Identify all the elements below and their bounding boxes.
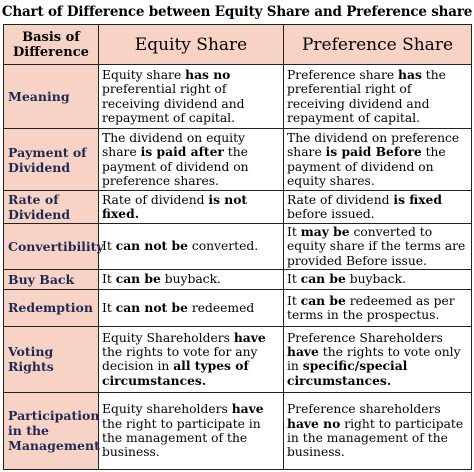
equity-cell: [99, 224, 284, 270]
emphasis-text: is not fixed.: [102, 191, 248, 221]
emphasis-text: can be: [300, 271, 346, 287]
cell-text: It: [102, 239, 116, 254]
emphasis-text: can be: [115, 271, 161, 287]
cell-text: Equity shareholders: [102, 402, 232, 417]
row-label: Redemption: [4, 289, 99, 326]
preference-cell: [284, 326, 472, 392]
equity-cell: [99, 269, 284, 289]
cell-text: before issued.: [287, 207, 375, 221]
cell-text: Equity Shareholders: [102, 330, 234, 345]
emphasis-text: can be: [300, 292, 346, 308]
table-row: [4, 65, 472, 129]
cell-text: The dividend on equity share: [102, 130, 245, 160]
header-basis: Basis of Difference: [4, 25, 99, 65]
preference-cell: [284, 269, 472, 289]
emphasis-text: have: [287, 344, 319, 360]
emphasis-text: is paid Before: [325, 144, 422, 160]
cell-text: right to participate in the management of the business.: [287, 416, 464, 460]
equity-cell: [99, 392, 284, 469]
row-label: Buy Back: [4, 269, 99, 289]
cell-text: Rate of dividend: [287, 192, 394, 207]
emphasis-text: all types of circumstances.: [102, 358, 249, 388]
equity-cell: [99, 191, 284, 224]
cell-text: the rights to vote for any decision in: [102, 345, 258, 374]
preference-cell: [284, 191, 472, 224]
equity-cell: [99, 129, 284, 191]
table-row: [4, 129, 472, 191]
cell-text: redeemed as per terms in the prospectus.: [287, 293, 455, 322]
equity-cell: [99, 289, 284, 326]
table-row: [4, 289, 472, 326]
emphasis-text: is paid after: [140, 144, 224, 160]
cell-text: the rights to vote only in: [287, 345, 461, 374]
cell-text: Rate of dividend: [102, 192, 209, 207]
row-label: Meaning: [4, 65, 99, 129]
table-row: [4, 269, 472, 289]
comparison-table: [3, 24, 472, 470]
cell-text: buyback.: [160, 272, 221, 287]
cell-text: Equity share: [102, 67, 186, 82]
emphasis-text: has no: [185, 66, 231, 82]
cell-text: the payment of dividend on equity shares.: [287, 145, 446, 188]
cell-text: converted.: [187, 239, 259, 254]
cell-text: It: [102, 300, 116, 315]
cell-text: The dividend on preference share: [287, 130, 460, 160]
cell-text: It: [102, 272, 116, 287]
emphasis-text: have: [231, 401, 264, 417]
cell-text: It: [287, 272, 301, 287]
table-row: [4, 191, 472, 224]
page-title: Chart of Difference between Equity Share and Preference share: [1, 4, 473, 20]
cell-text: redeemed: [187, 300, 255, 315]
cell-text: Preference Shareholders: [287, 330, 443, 345]
preference-cell: [284, 392, 472, 469]
preference-cell: [284, 129, 472, 191]
emphasis-text: has: [398, 66, 422, 82]
header-equity-share: Equity Share: [99, 25, 284, 65]
cell-text: the payment of dividend on preference shares.: [102, 145, 249, 188]
row-label: Rate of Dividend: [4, 191, 99, 224]
emphasis-text: have: [233, 329, 266, 345]
emphasis-text: can not be: [115, 299, 188, 315]
preference-cell: [284, 289, 472, 326]
emphasis-text: can not be: [115, 238, 188, 254]
preference-cell: [284, 224, 472, 270]
table-row: [4, 392, 472, 469]
equity-cell: [99, 65, 284, 129]
cell-text: Preference share: [287, 67, 399, 82]
table-row: [4, 224, 472, 270]
cell-text: converted to equity share if the terms are provided Before issue.: [287, 225, 466, 268]
preference-cell: [284, 65, 472, 129]
row-label: Voting Rights: [4, 326, 99, 392]
emphasis-text: may be: [300, 224, 350, 239]
cell-text: the right to participate in the management of the business.: [102, 416, 261, 460]
row-label: Convertibility: [4, 224, 99, 270]
cell-text: Preference shareholders: [287, 402, 441, 417]
table-body: [4, 65, 472, 470]
table-row: [4, 326, 472, 392]
cell-text: It: [287, 225, 301, 239]
table-header-row: [4, 25, 472, 65]
equity-cell: [99, 326, 284, 392]
emphasis-text: have no: [287, 415, 341, 431]
row-label: Participation in the Management: [4, 392, 99, 469]
cell-text: the preferential right of receiving dividend and repayment of capital.: [287, 67, 446, 125]
cell-text: It: [287, 293, 301, 308]
header-preference-share: Preference Share: [284, 25, 472, 65]
emphasis-text: specific/special circumstances.: [287, 358, 408, 388]
row-label: Payment of Dividend: [4, 129, 99, 191]
emphasis-text: is fixed: [393, 191, 442, 207]
cell-text: buyback.: [345, 272, 406, 287]
cell-text: preferential right of receiving dividend and repayment of capital.: [102, 82, 245, 125]
